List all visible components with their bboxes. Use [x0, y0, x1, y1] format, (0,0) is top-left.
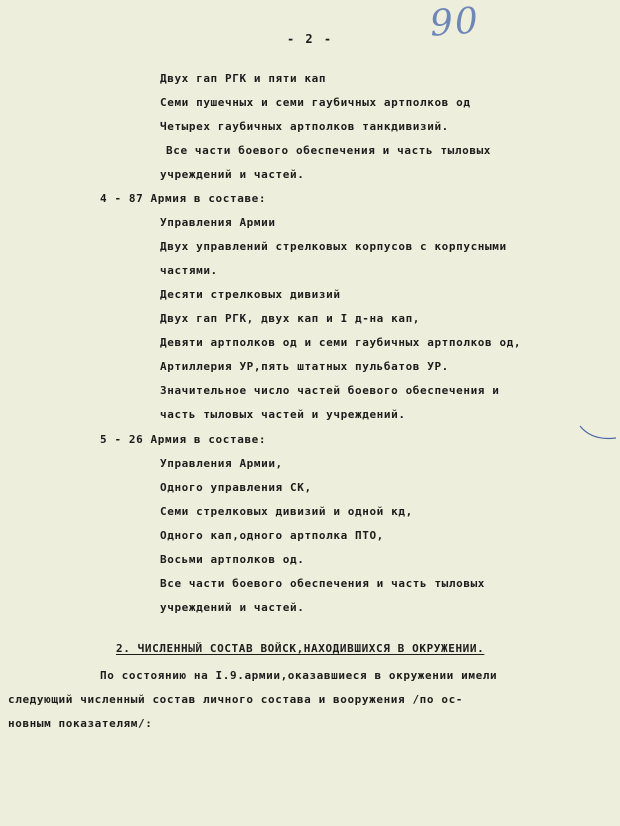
text-line: Восьми артполков од. — [160, 553, 305, 566]
text-line: Семи пушечных и семи гаубичных артполков од — [160, 96, 471, 109]
pen-stroke-mark — [578, 422, 618, 446]
text-line: Двух гап РГК и пяти кап — [160, 72, 327, 85]
text-line: Двух гап РГК, двух кап и I д-на кап, — [160, 312, 421, 325]
text-line: Значительное число частей боевого обеспечения и — [160, 384, 500, 397]
text-line: новным показателям/: — [8, 717, 153, 730]
text-line: учреждений и частей. — [160, 601, 305, 614]
text-line: учреждений и частей. — [160, 168, 305, 181]
text-line: Управления Армии, — [160, 457, 283, 470]
army-heading-87: 4 - 87 Армия в составе: — [100, 192, 267, 205]
section-heading: 2. ЧИСЛЕННЫЙ СОСТАВ ВОЙСК,НАХОДИВШИХСЯ В ОКРУЖЕНИИ. — [116, 642, 485, 655]
text-line: Девяти артполков од и семи гаубичных артполков од, — [160, 336, 522, 349]
page-number: - 2 - — [286, 32, 334, 46]
text-line: Одного управления СК, — [160, 481, 312, 494]
text-line: следующий численный состав личного состава и вооружения /по ос- — [8, 693, 464, 706]
text-line: Четырех гаубичных артполков танкдивизий. — [160, 120, 449, 133]
text-line: Семи стрелковых дивизий и одной кд, — [160, 505, 413, 518]
text-line: Десяти стрелковых дивизий — [160, 288, 341, 301]
text-line: Одного кап,одного артполка ПТО, — [160, 529, 384, 542]
text-line: Все части боевого обеспечения и часть тыловых — [160, 577, 486, 590]
text-line: Артиллерия УР,пять штатных пульбатов УР. — [160, 360, 449, 373]
text-line: По состоянию на I.9.армии,оказавшиеся в окружении имели — [100, 669, 498, 682]
text-line: Двух управлений стрелковых корпусов с корпусными — [160, 240, 507, 253]
text-line: частями. — [160, 264, 218, 277]
text-line: часть тыловых частей и учреждений. — [160, 408, 406, 421]
army-heading-26: 5 - 26 Армия в составе: — [100, 433, 267, 446]
handwritten-page-number: 90 — [428, 0, 482, 45]
text-line: Все части боевого обеспечения и часть тыловых — [166, 144, 492, 157]
text-line: Управления Армии — [160, 216, 276, 229]
